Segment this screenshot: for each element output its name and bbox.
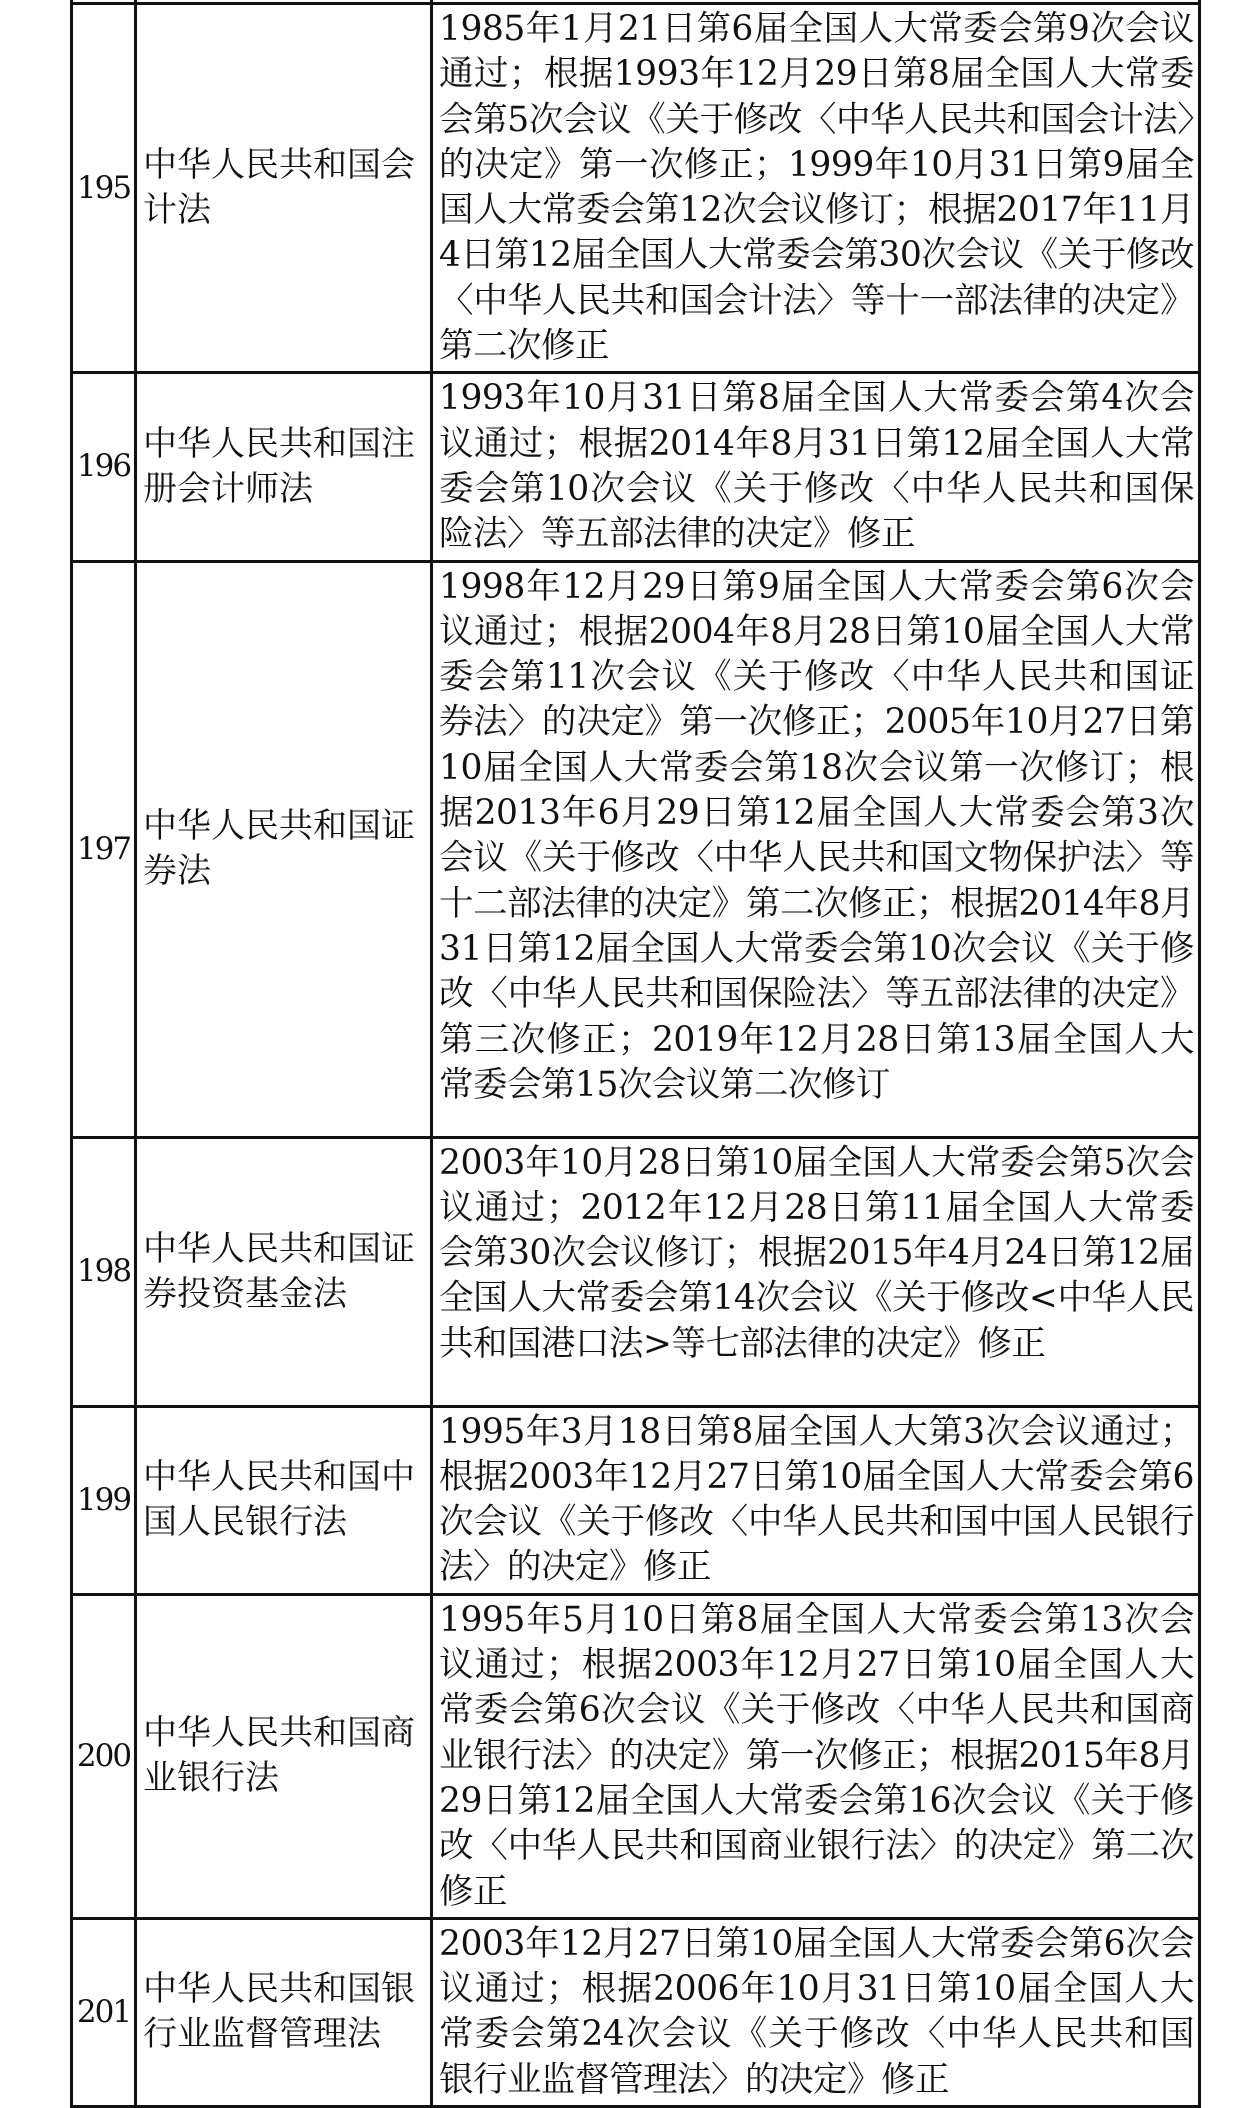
law-name: 中华人民共和国银行业监督管理法 (136, 1918, 432, 2106)
law-name: 中华人民共和国证券法 (136, 561, 432, 1137)
table-row (72, 373, 1200, 561)
law-name: 中华人民共和国会计法 (136, 4, 432, 373)
row-number: 196 (72, 373, 136, 561)
law-name: 中华人民共和国中国人民银行法 (136, 1406, 432, 1594)
table-row (72, 1918, 1200, 2106)
row-number: 200 (72, 1594, 136, 1918)
law-history: 1995年3月18日第8届全国人大第3次会议通过；根据2003年12月27日第10届全国人大常委会第6次会议《关于修改〈中华人民共和国中国人民银行法〉的决定》修正 (432, 1406, 1200, 1594)
law-history: 2003年10月28日第10届全国人大常委会第5次会议通过；2012年12月28日第11届全国人大常委会第30次会议修订；根据2015年4月24日第12届全国人大常委会第14次会议《关于修改<中华人民共和国港口法>等七部法律的决定》修正 (432, 1137, 1200, 1406)
law-table (70, 0, 1201, 2108)
law-history: 2003年12月27日第10届全国人大常委会第6次会议通过；根据2006年10月31日第10届全国人大常委会第24次会议《关于修改〈中华人民共和国银行业监督管理法〉的决定》修正 (432, 1918, 1200, 2106)
law-history: 1995年5月10日第8届全国人大常委会第13次会议通过；根据2003年12月27日第10届全国人大常委会第6次会议《关于修改〈中华人民共和国商业银行法〉的决定》第一次修正；根据2015年8月29日第12届全国人大常委会第16次会议《关于修改〈中华人民共和国商业银行法〉的决定》第二次修正 (432, 1594, 1200, 1918)
law-history: 1998年12月29日第9届全国人大常委会第6次会议通过；根据2004年8月28日第10届全国人大常委会第11次会议《关于修改〈中华人民共和国证券法〉的决定》第一次修正；2005年10月27日第10届全国人大常委会第18次会议第一次修订；根据2013年6月29日第12届全国人大常委会第3次会议《关于修改〈中华人民共和国文物保护法〉等十二部法律的决定》第二次修正；根据2014年8月31日第12届全国人大常委会第10次会议《关于修改〈中华人民共和国保险法〉等五部法律的决定》第三次修正；2019年12月28日第13届全国人大常委会第15次会议第二次修订 (432, 561, 1200, 1137)
row-number: 198 (72, 1137, 136, 1406)
row-number: 197 (72, 561, 136, 1137)
law-history: 1985年1月21日第6届全国人大常委会第9次会议通过；根据1993年12月29日第8届全国人大常委会第5次会议《关于修改〈中华人民共和国会计法〉的决定》第一次修正；1999年10月31日第9届全国人大常委会第12次会议修订；根据2017年11月4日第12届全国人大常委会第30次会议《关于修改〈中华人民共和国会计法〉等十一部法律的决定》第二次修正 (432, 4, 1200, 373)
law-history: 1993年10月31日第8届全国人大常委会第4次会议通过；根据2014年8月31日第12届全国人大常委会第10次会议《关于修改〈中华人民共和国保险法〉等五部法律的决定》修正 (432, 373, 1200, 561)
table-row (72, 1406, 1200, 1594)
law-name: 中华人民共和国证券投资基金法 (136, 1137, 432, 1406)
row-number: 195 (72, 4, 136, 373)
table-row (72, 1137, 1200, 1406)
table-row (72, 561, 1200, 1137)
law-name: 中华人民共和国商业银行法 (136, 1594, 432, 1918)
table-row (72, 1594, 1200, 1918)
row-number: 201 (72, 1918, 136, 2106)
row-number: 199 (72, 1406, 136, 1594)
law-name: 中华人民共和国注册会计师法 (136, 373, 432, 561)
table-row (72, 4, 1200, 373)
